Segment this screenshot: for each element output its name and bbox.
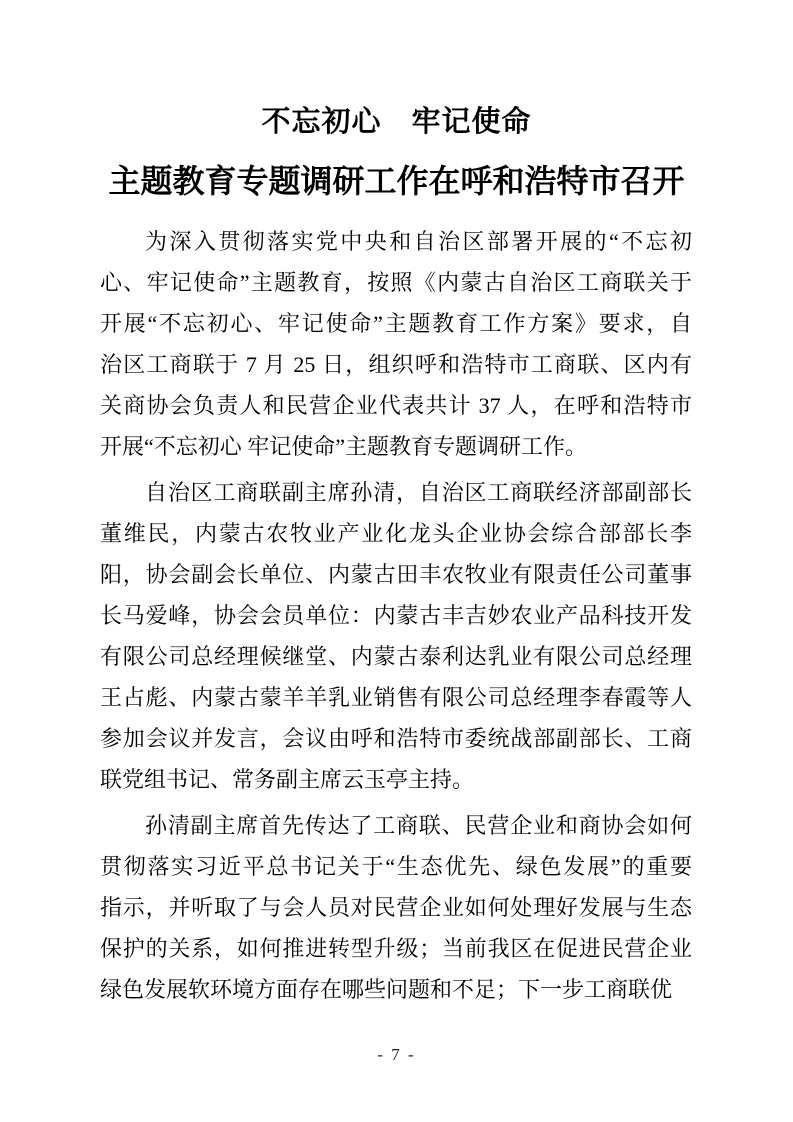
document-body (100, 221, 692, 1015)
body-line: 阳，协会副会长单位、内蒙古田丰农牧业有限责任公司董事 (100, 562, 692, 587)
body-line: 关商协会负责人和民营企业代表共计 37 人，在呼和浩特市 (100, 393, 692, 418)
body-line: 治区工商联于 7 月 25 日，组织呼和浩特市工商联、区内有 (100, 352, 692, 377)
paragraph-1 (100, 221, 692, 467)
body-line: 贯彻落实习近平总书记关于“生态优先、绿色发展”的重要 (100, 854, 692, 879)
body-line: 董维民，内蒙古农牧业产业化龙头企业协会综合部部长李 (100, 521, 692, 546)
body-line: 绿色发展软环境方面存在哪些问题和不足；下一步工商联优 (100, 977, 673, 1002)
body-line: 开展“不忘初心、牢记使命”主题教育工作方案》要求，自 (100, 311, 692, 336)
body-line: 联党组书记、常务副主席云玉亭主持。 (100, 767, 475, 792)
body-line: 参加会议并发言，会议由呼和浩特市委统战部副部长、工商 (100, 726, 692, 751)
body-line: 长马爱峰，协会会员单位：内蒙古丰吉妙农业产品科技开发 (100, 603, 692, 628)
body-line: 有限公司总经理候继堂、内蒙古泰利达乳业有限公司总经理 (100, 644, 692, 669)
document-title-line-1: 不忘初心 牢记使命 (261, 106, 532, 138)
body-line: 心、牢记使命”主题教育，按照《内蒙古自治区工商联关于 (100, 270, 692, 295)
paragraph-2 (100, 472, 692, 800)
document-title-line-2: 主题教育专题调研工作在呼和浩特市召开 (108, 163, 685, 199)
body-line: 王占彪、内蒙古蒙羊羊乳业销售有限公司总经理李春霞等人 (100, 685, 692, 710)
body-line: 开展“不忘初心 牢记使命”主题教育专题调研工作。 (100, 434, 588, 459)
body-line: 自治区工商联副主席孙清，自治区工商联经济部副部长 (145, 480, 692, 505)
paragraph-3 (100, 805, 692, 1010)
page-number: - 7 - (377, 1045, 416, 1064)
body-line: 指示，并听取了与会人员对民营企业如何处理好发展与生态 (100, 895, 692, 920)
body-line: 为深入贯彻落实党中央和自治区部署开展的“不忘初 (145, 229, 692, 254)
body-line: 孙清副主席首先传达了工商联、民营企业和商协会如何 (145, 813, 692, 838)
body-line: 保护的关系，如何推进转型升级；当前我区在促进民营企业 (100, 936, 692, 961)
